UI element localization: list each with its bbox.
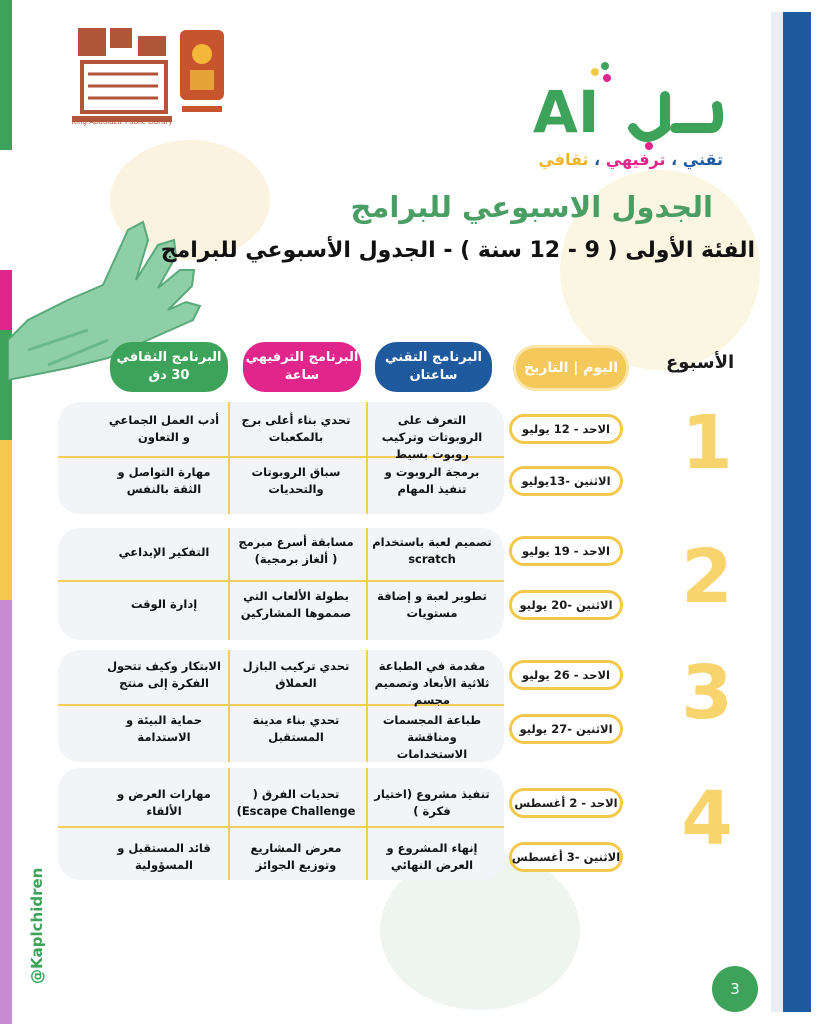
culture-cell: قائد المستقبل و المسؤولية: [117, 841, 211, 872]
tech-cell: إنهاء المشروع و العرض النهائي: [386, 841, 478, 872]
tagline-tech: تقني: [682, 150, 723, 169]
culture-cell: إدارة الوقت: [130, 597, 198, 611]
column-divider: [366, 650, 368, 762]
week-number: 2: [681, 534, 733, 620]
tech-program-header: [375, 342, 492, 392]
fun-cell: تحدي بناء مدينة المستقبل: [252, 713, 340, 744]
tech-header-title: البرنامج التقني: [385, 350, 482, 365]
date-column-header: اليوم | التاريخ: [513, 345, 629, 391]
fun-header-duration: ساعة: [284, 368, 320, 383]
date-pill: الاثنين -27 يوليو: [509, 714, 623, 744]
fun-cell: بطولة الألعاب التي صمموها المشاركين: [240, 589, 352, 620]
column-divider: [366, 768, 368, 880]
date-pill: الاثنين -20 يوليو: [509, 590, 623, 620]
tagline-fun: ترفيهي: [605, 150, 666, 169]
date-pill: الاحد - 2 أغسطس: [509, 788, 623, 818]
social-handle: [24, 826, 48, 986]
culture-cell: الابتكار وكيف تتحول الفكرة إلى منتج: [107, 659, 221, 690]
fun-cell: مسابقة أسرع مبرمج ( ألغاز برمجية): [238, 535, 354, 566]
date-pill: الاحد - 19 يوليو: [509, 536, 623, 566]
tech-cell: مقدمة في الطباعة ثلاثية الأبعاد وتصميم مجسم: [374, 659, 490, 707]
library-logo: [68, 22, 176, 130]
svg-text:AI: AI: [533, 78, 600, 146]
fun-header-title: البرنامج الترفيهي: [245, 350, 359, 365]
tech-cell: تنفيذ مشروع (اختيار فكرة ): [374, 787, 490, 818]
fun-cell: تحدي بناء أعلى برج بالمكعبات: [241, 413, 351, 444]
fun-cell: معرض المشاريع وتوزيع الجوائز: [250, 841, 342, 872]
week-number: 4: [681, 776, 733, 862]
tech-cell: تطوير لعبة و إضافة مستويات: [377, 589, 487, 620]
tech-header-duration: ساعتان: [409, 368, 458, 383]
jeel-ai-logo: [525, 56, 725, 156]
column-divider: [228, 768, 230, 880]
culture-header-duration: 30 دق: [148, 368, 190, 383]
date-pill: الاثنين -13يوليو: [509, 466, 623, 496]
right-frame-inner: [771, 12, 783, 1012]
tech-cell: التعرف على الروبوتات وتركيب روبوت بسيط: [381, 413, 483, 461]
left-color-bar: [0, 0, 12, 1024]
fun-cell: تحدي تركيب البازل العملاق: [242, 659, 350, 690]
culture-cell: التفكير الإبداعي: [118, 545, 210, 559]
tagline-sep: ،: [671, 150, 678, 169]
social-handle-text: @Kaplchidren: [28, 867, 46, 984]
page-number: 3: [712, 966, 758, 1012]
tagline-sep: ،: [594, 150, 601, 169]
column-divider: [228, 402, 230, 514]
culture-header-title: البرنامج الثقافي: [116, 350, 222, 365]
week-column-header: الأسبوع: [666, 352, 735, 373]
date-pill: الاحد - 26 يوليو: [509, 660, 623, 690]
tech-cell: تصميم لعبة باستخدام scratch: [372, 535, 492, 566]
page-title: الجدول الاسبوعي للبرامج: [350, 190, 713, 224]
right-frame-bar: [783, 12, 811, 1012]
column-divider: [228, 650, 230, 762]
column-divider: [366, 528, 368, 640]
culture-cell: مهارات العرض و الألقاء: [117, 787, 211, 818]
column-divider: [228, 528, 230, 640]
tagline: [538, 150, 723, 169]
tech-cell: برمجة الروبوت و تنفيذ المهام: [384, 465, 480, 496]
fun-program-header: [243, 342, 361, 392]
culture-program-header: [110, 342, 228, 392]
date-pill: الاثنين -3 أغسطس: [509, 842, 623, 872]
kids-library-logo: [176, 30, 228, 120]
page-subtitle: الفئة الأولى ( 9 - 12 سنة ) - الجدول الأسبوعي للبرامج: [160, 238, 755, 263]
week-number: 1: [681, 400, 733, 486]
culture-cell: حماية البيئة و الاستدامة: [125, 713, 203, 744]
row-divider: [58, 826, 504, 828]
fun-cell: تحديات الفرق ( Escape Challenge): [236, 787, 356, 818]
row-divider: [58, 580, 504, 582]
week-number: 3: [681, 650, 733, 736]
date-pill: الاحد - 12 يوليو: [509, 414, 623, 444]
culture-cell: مهارة التواصل و الثقة بالنفس: [117, 465, 211, 496]
tagline-culture: ثقافي: [538, 150, 589, 169]
column-divider: [366, 402, 368, 514]
culture-cell: أدب العمل الجماعي و التعاون: [108, 413, 220, 444]
fun-cell: سباق الروبوتات والتحديات: [251, 465, 341, 496]
library-logo-caption: King Abdulaziz Public Library: [71, 118, 173, 126]
tech-cell: طباعة المجسمات ومناقشة الاستخدامات: [382, 713, 482, 761]
